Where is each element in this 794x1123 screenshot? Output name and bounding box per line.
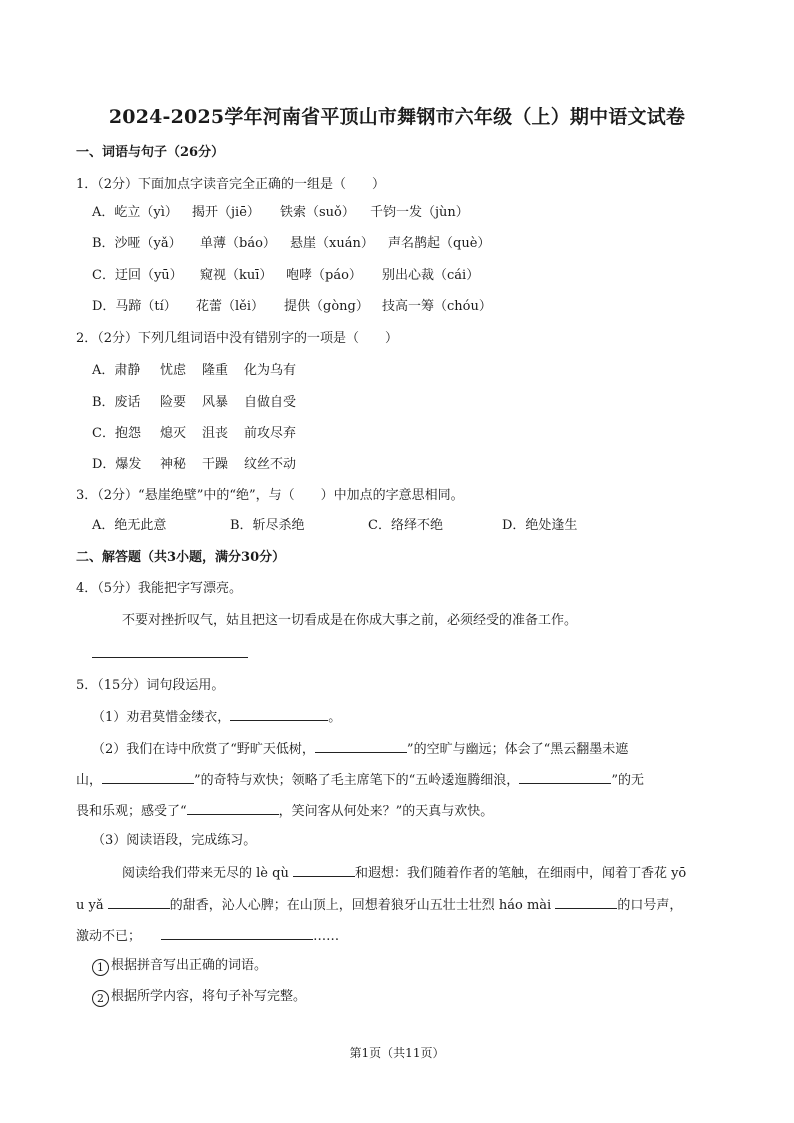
q2-option-b [92,393,296,413]
q2-d-2: 神秘 [160,457,187,472]
q1-option-d [92,297,492,317]
q1-c-1: C．迂回（yū） [92,268,183,283]
q5-part2-line1 [92,738,628,760]
q5-part1 [92,706,341,728]
circled-number-1: 1 [92,959,109,976]
q5-para-text-g: …… [313,929,340,944]
q1-a-1: A．屹立（yì） [92,205,178,220]
q1-a-3: 铁索（suǒ） [280,205,355,220]
q1-d-2: 花蕾（lěi） [196,299,265,314]
q5-part2-text-f: 畏和乐观；感受了“ [76,804,187,819]
q2-b-1: B．废话 [92,395,141,410]
q5-para-line3 [76,925,339,947]
q5-para-text-d: 的甜香，沁人心脾；在山顶上，回想着狼牙山五壮士壮烈 háo mài [169,898,552,913]
section-1-heading: 一、词语与句子（26分） [76,145,225,160]
q5-part2-text-a: （2）我们在诗中欣赏了“野旷天低树， [92,742,315,757]
q2-d-1: D．爆发 [92,457,142,472]
q5-para-line1 [122,862,686,884]
q5-part1-blank[interactable] [230,706,328,721]
q1-b-3: 悬崖（xuán） [290,236,374,251]
q1-d-4: 技高一筹（chóu） [382,299,492,314]
q2-b-3: 风暴 [202,395,229,410]
q2-option-a [92,361,296,381]
q5-para-text-e: 的口号声， [617,898,683,913]
q2-b-2: 险要 [160,395,187,410]
q2-option-c [92,424,296,444]
q5-para-text-f: 激动不已； [76,929,142,944]
q5-para-blank-2[interactable] [108,894,170,909]
q5-stem: 5．（15分）词句段运用。 [76,678,225,693]
q4-stem: 4．（5分）我能把字写漂亮。 [76,581,243,596]
q2-a-1: A．肃静 [92,363,141,378]
q4-text: 不要对挫折叹气，姑且把这一切看成是在你成大事之前，必须经受的准备工作。 [122,613,578,628]
q1-option-c [92,266,479,286]
q1-c-4: 别出心裁（cái） [382,268,480,283]
q1-b-4: 声名鹊起（què） [388,236,491,251]
q2-a-4: 化为乌有 [244,363,297,378]
page-footer: 第1页（共11页） [349,1046,445,1060]
q1-c-3: 咆哮（páo） [286,268,362,283]
q5-para-blank-1[interactable] [293,862,355,877]
q5-sub2-text: 根据所学内容，将句子补写完整。 [111,989,307,1004]
q1-stem: 1．（2分）下面加点字读音完全正确的一组是（ ） [76,177,386,192]
q5-part2-blank-1[interactable] [315,738,407,753]
q2-stem: 2．（2分）下列几组词语中没有错别字的一项是（ ） [76,331,399,346]
q2-d-3: 干躁 [202,457,229,472]
q2-d-4: 纹丝不动 [244,457,297,472]
q3-option-c: C．络绎不绝 [368,518,443,533]
q5-para-text-b: 和遐想：我们随着作者的笔触，在细雨中，闻着丁香花 yō [354,866,687,881]
q2-c-1: C．抱怨 [92,426,141,441]
q2-option-d [92,455,296,475]
q5-sub1 [92,956,267,976]
q2-b-4: 自做自受 [244,395,297,410]
q1-a-4: 千钧一发（jùn） [370,205,469,220]
q1-d-1: D．马蹄（tí） [92,299,177,314]
q3-option-b: B．斩尽杀绝 [230,518,305,533]
q5-sub2 [92,987,306,1007]
q5-para-line2 [76,894,682,916]
q2-c-4: 前攻尽弃 [244,426,297,441]
q5-part2-text-c: 山， [76,773,103,788]
q5-part2-text-b: ”的空旷与幽远；体会了“黑云翻墨未遮 [406,742,629,757]
q5-para-blank-4[interactable] [161,925,313,940]
q5-part2-blank-3[interactable] [519,769,611,784]
q5-part2-line3 [76,800,493,822]
q1-b-2: 单薄（báo） [200,236,276,251]
q2-c-3: 沮丧 [202,426,229,441]
q2-c-2: 熄灭 [160,426,187,441]
q1-a-2: 揭开（jiē） [192,205,260,220]
q1-option-b [92,234,490,254]
section-2-heading: 二、解答题（共3小题，满分30分） [76,550,286,565]
q3-stem: 3．（2分）“悬崖绝壁”中的“绝”，与（ ）中加点的字意思相同。 [76,488,464,503]
q5-para-text-c: u yǎ [76,898,104,913]
q5-part2-text-d: ”的奇特与欢快；领略了毛主席笔下的“五岭逶迤腾细浪， [194,773,520,788]
q5-part2-blank-2[interactable] [102,769,194,784]
q5-sub1-text: 根据拼音写出正确的词语。 [111,958,268,973]
q4-writing-line[interactable] [92,657,248,658]
q3-options [92,516,577,536]
q3-option-a: A．绝无此意 [92,518,167,533]
q5-para-text-a: 阅读给我们带来无尽的 lè qù [122,866,289,881]
q2-a-3: 隆重 [202,363,229,378]
q5-para-blank-3[interactable] [555,894,617,909]
q5-part1-end: 。 [328,710,342,725]
q5-part2-line2 [76,769,644,791]
q1-c-2: 窥视（kuī） [200,268,273,283]
q5-part2-text-g: ，笑问客从何处来？”的天真与欢快。 [278,804,494,819]
q1-d-3: 提供（gòng） [284,299,369,314]
q1-option-a [92,203,469,223]
circled-number-2: 2 [92,990,109,1007]
q5-part1-text: （1）劝君莫惜金缕衣， [92,710,231,725]
q3-option-d: D．绝处逢生 [502,518,578,533]
q5-part3: （3）阅读语段，完成练习。 [92,833,257,848]
page-title: 2024-2025学年河南省平顶山市舞钢市六年级（上）期中语文试卷 [108,106,686,128]
q2-a-2: 忧虑 [160,363,187,378]
q5-part2-blank-4[interactable] [187,800,279,815]
q5-part2-text-e: ”的无 [611,773,644,788]
q1-b-1: B．沙哑（yǎ） [92,236,182,251]
